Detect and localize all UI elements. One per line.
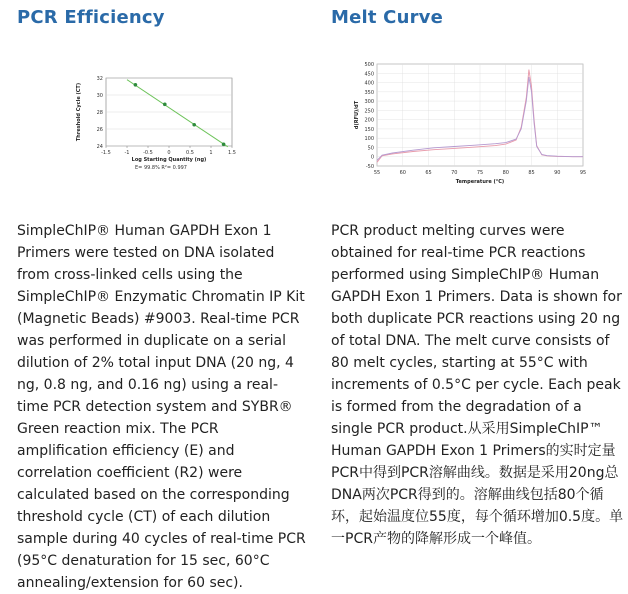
x-tick-label: 1.5 <box>228 150 236 156</box>
x-tick-label: 90 <box>554 170 561 176</box>
x-tick-label: 0.5 <box>186 150 194 156</box>
y-tick-label: 32 <box>96 76 103 82</box>
y-tick-label: 28 <box>96 110 103 116</box>
y-tick-label: 350 <box>364 89 374 96</box>
x-axis-label: Log Starting Quantity (ng) <box>131 157 207 163</box>
x-tick-label: 80 <box>502 170 509 176</box>
y-tick-label: 0 <box>370 154 374 161</box>
x-tick-label: 95 <box>579 170 587 176</box>
pcr-efficiency-chart <box>72 72 242 184</box>
melt-curve-chart <box>351 56 601 198</box>
y-tick-label: 50 <box>367 145 374 152</box>
x-tick-label: 65 <box>425 170 432 176</box>
x-tick-label: 0 <box>167 150 171 156</box>
x-tick-label: -1 <box>124 150 130 156</box>
x-axis-label: Temperature (°C) <box>455 179 505 185</box>
x-tick-label: 55 <box>373 170 381 176</box>
data-point <box>222 143 226 147</box>
y-tick-label: 200 <box>364 117 374 124</box>
x-tick-label: -1.5 <box>101 150 111 156</box>
y-tick-label: -50 <box>365 164 374 170</box>
x-tick-label: 60 <box>399 170 406 176</box>
y-tick-label: 250 <box>364 108 374 115</box>
pcr-efficiency-description: SimpleChIP® Human GAPDH Exon 1 Primers were tested on DNA isolated from cross-linked cells using the SimpleChIP® Enzymatic Chromatin IP Kit (Magnetic Beads) #9003. Real-time PCR was performed in duplicate on a serial dilution of 2% total input DNA (20 ng, 4 ng, 0.8 ng, and 0.16 ng) using a real-time PCR detection system and SYBR® Green reaction mix. The PCR amplification efficiency (E) and correlation coefficient (R2) were calculated based on the corresponding threshold cycle (CT) of each dilution sample during 40 cycles of real-time PCR (95°C denaturation for 15 sec, 60°C annealing/extension for 60 sec). <box>17 223 306 591</box>
x-tick-label: 1 <box>209 150 213 156</box>
melt-curve-description: PCR product melting curves were obtained for real-time PCR reactions performed using SimpleChIP® Human GAPDH Exon 1 Primers. Data is shown for both duplicate PCR reactions using 20 ng of total DNA. The melt curve consists of 80 melt cycles, starting at 55°C with increments of 0.5°C per cycle. Each peak is formed from the degradation of a single PCR product.从采用SimpleChIP™ Human GAPDH Exon 1 Primers的实时定量PCR中得到PCR溶解曲线。数据是采用20ng总DNA两次PCR得到的。溶解曲线包括80个循环，起始温度位55度，每个循环增加0.5度。单一PCR产物的降解形成一个峰值。 <box>331 223 624 547</box>
y-tick-label: 24 <box>96 144 103 150</box>
x-tick-label: 85 <box>528 170 535 176</box>
efficiency-annotation: E= 99.8% R²= 0.997 <box>135 165 187 171</box>
y-tick-label: 400 <box>364 80 374 87</box>
y-tick-label: 30 <box>96 93 103 99</box>
data-point <box>134 83 138 87</box>
y-axis-label: d(RFU)/dT <box>354 100 360 130</box>
x-tick-label: 70 <box>451 170 458 176</box>
y-tick-label: 26 <box>96 127 103 133</box>
y-tick-label: 100 <box>364 136 374 143</box>
y-tick-label: 450 <box>364 71 374 78</box>
y-axis-label: Threshold Cycle (CT) <box>76 82 82 142</box>
y-tick-label: 150 <box>364 126 374 133</box>
melt-curve-title: Melt Curve <box>331 7 444 28</box>
pcr-efficiency-title: PCR Efficiency <box>17 7 165 28</box>
data-point <box>163 103 167 107</box>
x-tick-label: 75 <box>476 170 484 176</box>
x-tick-label: -0.5 <box>143 150 153 156</box>
y-tick-label: 300 <box>364 99 374 106</box>
data-point <box>192 123 196 127</box>
y-tick-label: 500 <box>364 62 374 68</box>
